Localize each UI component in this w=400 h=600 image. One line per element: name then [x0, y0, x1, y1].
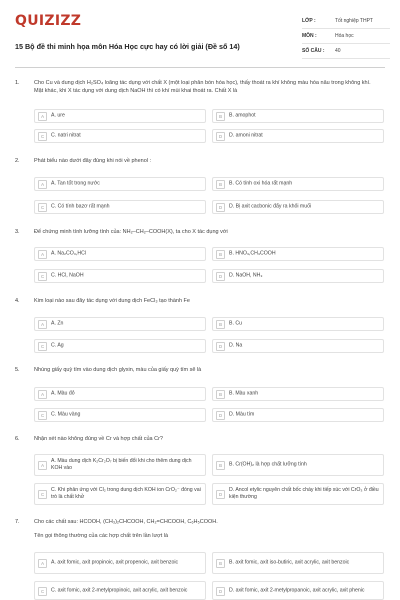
meta-row-class [302, 14, 390, 29]
meta-value: Hóa học [335, 33, 354, 39]
option-text: C. Có tính bazơ rất mạnh [51, 203, 110, 210]
question-text: Nhúng giấy quỳ tím vào dung dịch glyxin, màu của giấy quỳ tím sẽ là [34, 367, 202, 373]
meta-row-subject [302, 29, 390, 44]
option-text: D. Ancol etylic nguyên chất bốc cháy khi tiếp xúc với CrO₃ ở điều kiện thường [229, 487, 379, 500]
option-c[interactable] [34, 200, 206, 214]
option-a[interactable] [34, 454, 206, 476]
option-text: C. Màu vàng [51, 411, 81, 418]
option-letter: B [216, 112, 225, 121]
option-letter: C [38, 587, 47, 596]
option-text: C. Ag [51, 342, 64, 349]
option-text: B. HNO₃,CH₃COOH [229, 250, 276, 257]
option-a[interactable] [34, 177, 206, 191]
option-text: A. Na₂CO₃,HCl [51, 250, 86, 257]
option-letter: A [38, 461, 47, 470]
option-b[interactable] [212, 454, 384, 476]
option-letter: D [216, 490, 225, 499]
option-a[interactable] [34, 552, 206, 574]
option-letter: D [216, 272, 225, 281]
header-divider [15, 67, 385, 68]
option-b[interactable] [212, 317, 384, 331]
option-letter: A [38, 320, 47, 329]
document-title: 15 Bộ đề thi minh họa môn Hóa Học cực hay có lời giải (Đề số 14) [15, 42, 240, 51]
option-letter: B [216, 390, 225, 399]
option-b[interactable] [212, 247, 384, 261]
question-number: 1. [15, 80, 20, 86]
option-d[interactable] [212, 408, 384, 422]
option-b[interactable] [212, 387, 384, 401]
option-letter: C [38, 490, 47, 499]
option-b[interactable] [212, 109, 384, 123]
option-letter: D [216, 411, 225, 420]
option-d[interactable] [212, 581, 384, 600]
meta-key: SỐ CÂU : [302, 48, 325, 54]
meta-key: MÔN : [302, 33, 317, 39]
option-letter: D [216, 587, 225, 596]
option-letter: A [38, 180, 47, 189]
question-text: Cho Cu và dung dịch H₂SO₄ loãng tác dụng với chất X (một loại phân bón hóa học), thấy thoát ra khí không màu hóa nâu trong không khí. Mặt khác, khi X tác dụng với dung dịch NaOH thì có khí mùi khai thoát ra. Chất X là [34, 80, 371, 94]
option-letter: B [216, 559, 225, 568]
option-letter: B [216, 180, 225, 189]
option-b[interactable] [212, 552, 384, 574]
option-d[interactable] [212, 129, 384, 143]
option-text: A. Zn [51, 320, 64, 327]
option-d[interactable] [212, 339, 384, 353]
meta-row-count [302, 44, 390, 59]
option-text: C. natri nitrat [51, 132, 81, 139]
option-letter: A [38, 390, 47, 399]
option-text: B. amophot [229, 112, 256, 119]
option-letter: C [38, 272, 47, 281]
option-c[interactable] [34, 581, 206, 600]
question-text: Kim loại nào sau đây tác dụng với dung dịch FeCl₃ tạo thành Fe [34, 298, 190, 304]
option-d[interactable] [212, 200, 384, 214]
option-text: A. Màu đỏ [51, 390, 75, 397]
option-text: B. Màu xanh [229, 390, 259, 397]
option-d[interactable] [212, 269, 384, 283]
option-letter: D [216, 342, 225, 351]
option-text: C. axit fomic, axit 2-metylpropinoic, axit acrylic, axit benzoic [51, 587, 188, 594]
option-text: B. Có tính oxi hóa rất mạnh [229, 180, 293, 187]
question-text: Nhận xét nào không đúng về Cr và hợp chất của Cr? [34, 436, 163, 442]
option-letter: C [38, 411, 47, 420]
worksheet-header [15, 11, 390, 61]
option-text: D. Bị axit cacbonic đẩy ra khỏi muối [229, 203, 312, 210]
question-subtext: Tên gọi thông thường của các hợp chất trên lần lượt là [34, 533, 169, 539]
option-text: A. Màu dung dịch K₂Cr₂O₇ bị biến đổi khi cho thêm dung dịch KOH vào [51, 458, 192, 471]
option-letter: B [216, 461, 225, 470]
option-text: B. Cr(OH)₂ là hợp chất lưỡng tính [229, 461, 307, 468]
option-letter: B [216, 320, 225, 329]
option-letter: A [38, 250, 47, 259]
question-number: 4. [15, 298, 20, 304]
meta-key: LỚP : [302, 18, 316, 24]
option-text: C. Khi phản ứng với Cl₂ trong dung dịch KOH ion CrO₂⁻ đóng vai trò là chất khử [51, 487, 201, 500]
option-c[interactable] [34, 408, 206, 422]
option-text: A. Tan tốt trong nước [51, 180, 100, 187]
question-number: 6. [15, 436, 20, 442]
question-text: Để chứng minh tính lưỡng tính của: NH₂–CH₂–COOH(X), ta cho X tác dụng với [34, 229, 228, 235]
question-number: 3. [15, 229, 20, 235]
option-text: D. axit fomic, axit 2-metylpropanoic, axit acrylic, axit phenic [229, 587, 365, 594]
option-letter: A [38, 559, 47, 568]
option-text: B. Cu [229, 320, 242, 327]
option-text: A. axit fomic, axit propinoic, axit propenoic, axit benzoic [51, 559, 179, 566]
meta-value: 40 [335, 48, 341, 54]
option-text: D. Na [229, 342, 243, 349]
option-letter: C [38, 132, 47, 141]
question-number: 5. [15, 367, 20, 373]
meta-table [302, 14, 390, 59]
option-text: D. amoni nitrat [229, 132, 263, 139]
option-letter: C [38, 203, 47, 212]
option-text: C. HCl, NaOH [51, 272, 84, 279]
option-c[interactable] [34, 483, 206, 505]
question-number: 7. [15, 519, 20, 525]
option-b[interactable] [212, 177, 384, 191]
meta-value: Tốt nghiệp THPT [335, 18, 373, 24]
option-text: D. NaOH, NH₃ [229, 272, 263, 279]
option-text: A. ure [51, 112, 65, 119]
option-letter: D [216, 203, 225, 212]
option-text: B. axit fomic, axit iso-butiric, axit acrylic, axit benzoic [229, 559, 350, 566]
option-letter: A [38, 112, 47, 121]
option-letter: B [216, 250, 225, 259]
option-a[interactable] [34, 109, 206, 123]
option-c[interactable] [34, 129, 206, 143]
option-c[interactable] [34, 339, 206, 353]
option-a[interactable] [34, 387, 206, 401]
option-a[interactable] [34, 317, 206, 331]
option-c[interactable] [34, 269, 206, 283]
option-d[interactable] [212, 483, 384, 505]
quizizz-logo: QUIZIZZ [15, 13, 82, 29]
question-number: 2. [15, 158, 20, 164]
option-letter: D [216, 132, 225, 141]
question-text: Phát biểu nào dưới đây đúng khi nói về phenol : [34, 158, 152, 164]
option-text: D. Màu tím [229, 411, 255, 418]
option-a[interactable] [34, 247, 206, 261]
option-letter: C [38, 342, 47, 351]
question-text: Cho các chất sau: HCOOH, (CH₃)₂CHCOOH, CH₂=CHCOOH, C₆H₅COOH. [34, 519, 218, 525]
